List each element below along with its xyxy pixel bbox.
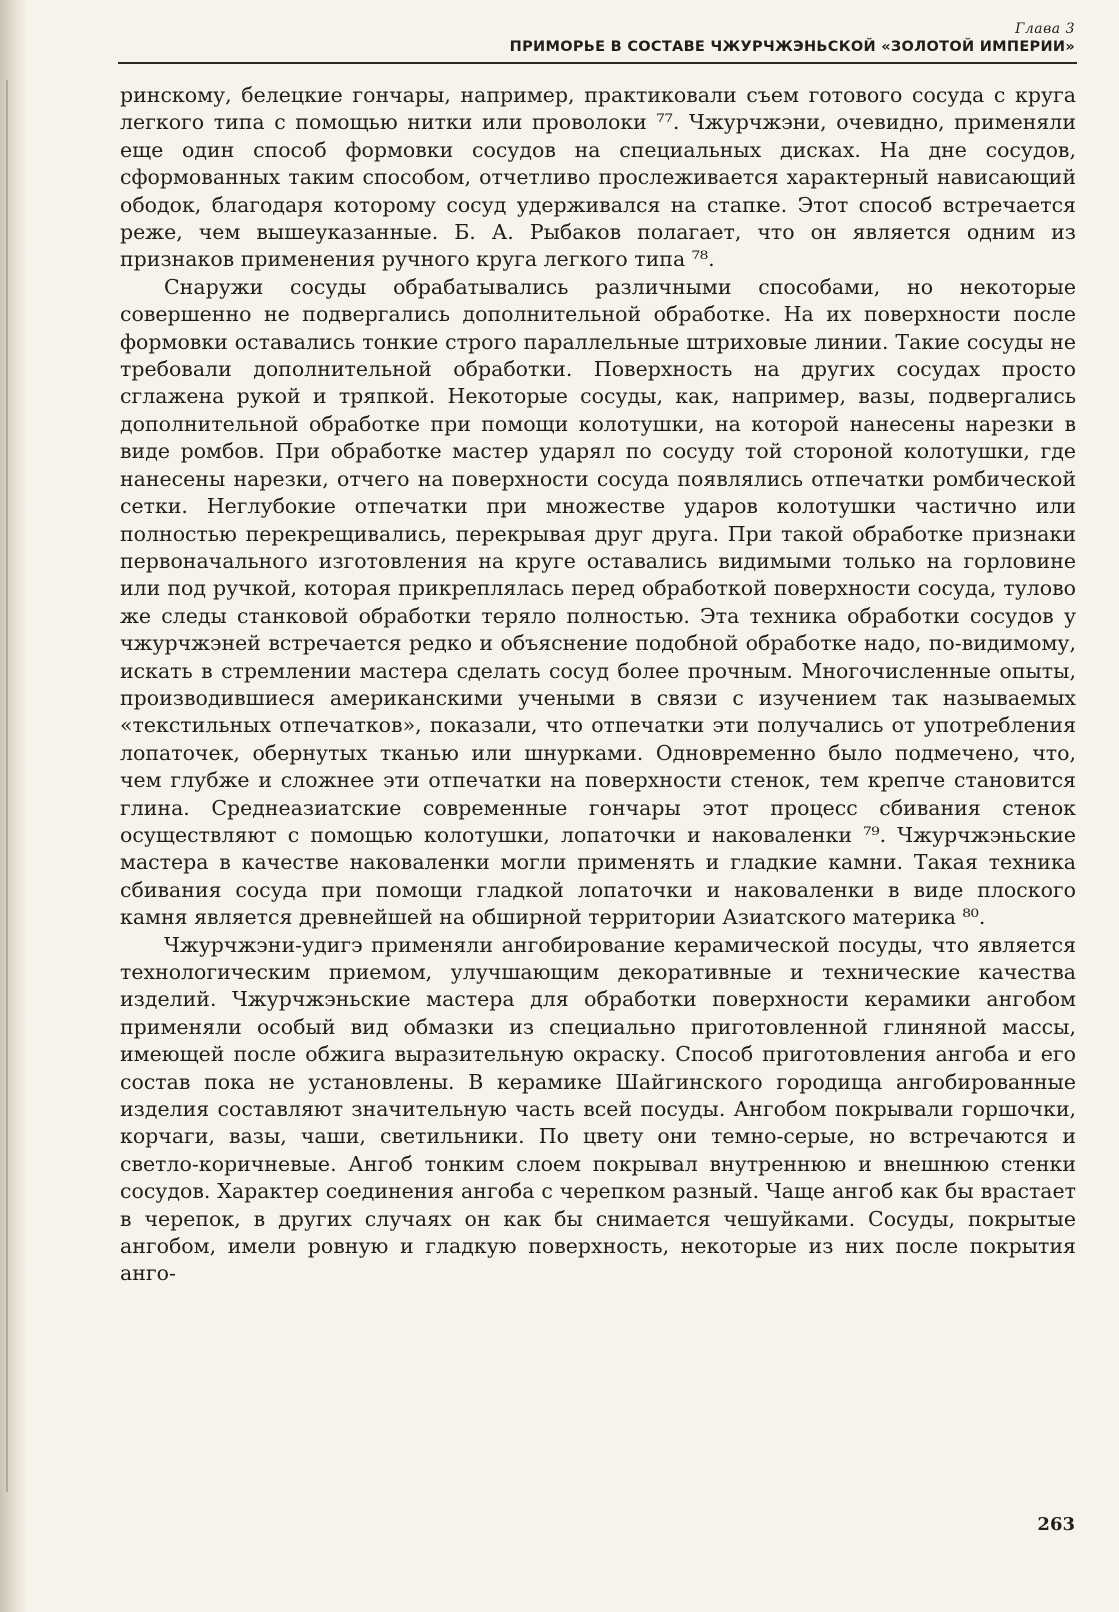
page-header [120,20,1075,56]
paragraph-1: ринскому, белецкие гончары, например, практиковали съем готового сосуда с круга легкого типа с помощью нитки или проволоки ⁷⁷. Чжурчжэни, очевидно, применяли еще один способ формовки сосудов на специальных дисках. На дне сосудов, сформованных таким способом, отчетливо прослеживается характерный нависающий ободок, благодаря которому сосуд удерживался на стапке. Этот способ встречается реже, чем вышеуказанные. Б. А. Рыбаков полагает, что он является одним из признаков применения ручного круга легкого типа ⁷⁸. [120,83,1076,272]
running-title: ПРИМОРЬЕ В СОСТАВЕ ЧЖУРЧЖЭНЬСКОЙ «ЗОЛОТОЙ ИМПЕРИИ» [509,39,1075,55]
paragraph-3: Чжурчжэни-удигэ применяли ангобирование керамической посуды, что является технологическим приемом, улучшающим декоративные и технические качества изделий. Чжурчжэньские мастера для обработки поверхности керамики ангобом применяли особый вид обмазки из специально приготовленной глиняной массы, имеющей после обжига выразительную окраску. Способ приготовления ангоба и его состав пока не установлены. В керамике Шайгинского городища ангобированные изделия составляют значительную часть всей посуды. Ангобом покрывали горшочки, корчаги, вазы, чаши, светильники. По цвету они темно-серые, но встречаются и светло-коричневые. Ангоб тонким слоем покрывал внутреннюю и внешнюю стенки сосудов. Характер соединения ангоба с черепком разный. Чаще ангоб как бы врастает в черепок, в других случаях он как бы снимается чешуйками. Сосуды, покрытые ангобом, имели ровную и гладкую поверхность, некоторые из них после покрытия анго- [120,932,1076,1286]
page-spine-shadow [0,0,28,1612]
chapter-label: Глава 3 [1015,21,1075,37]
page-spine-line [6,80,8,1492]
header-divider [118,62,1077,64]
page-number: 263 [1037,1514,1075,1535]
paragraph-2: Снаружи сосуды обрабатывались различными способами, но некоторые совершенно не подвергались дополнительной обработке. На их поверхности после формовки оставались тонкие строго параллельные штриховые линии. Такие сосуды не требовали дополнительной обработки. Поверхность на других сосудах просто сглажена рукой и тряпкой. Некоторые сосуды, как, например, вазы, подвергались дополнительной обработке при помощи колотушки, на которой нанесены нарезки в виде ромбов. При обработке мастер ударял по сосуду той стороной колотушки, где нанесены нарезки, отчего на поверхности сосуда появлялись отпечатки ромбической сетки. Неглубокие отпечатки при множестве ударов колотушки частично или полностью перекрещивались, перекрывая друг друга. При такой обработке признаки первоначального изготовления на круге оставались видимыми только на горловине или под ручкой, которая прикреплялась перед обработкой поверхности сосуда, тулово же следы станковой обработки теряло полностью. Эта техника обработки сосудов у чжурчжэней встречается редко и объяснение подобной обработке надо, по-видимому, искать в стремлении мастера сделать сосуд более прочным. Многочисленные опыты, производившиеся американскими учеными в связи с изучением так называемых «текстильных отпечатков», показали, что отпечатки эти получались от употребления лопаточек, обернутых тканью или шнурками. Одновременно было подмечено, что, чем глубже и сложнее эти отпечатки на поверхности стенок, тем крепче становится глина. Среднеазиатские современные гончары этот процесс сбивания стенок осуществляют с помощью колотушки, лопаточки и наковаленки ⁷⁹. Чжурчжэньские мастера в качестве наковаленки могли применять и гладкие камни. Такая техника сбивания сосуда при помощи гладкой лопаточки и наковаленки в виде плоского камня является древнейшей на обширной территории Азиатского материка ⁸⁰. [120,274,1076,930]
body-text [120,82,1076,1288]
